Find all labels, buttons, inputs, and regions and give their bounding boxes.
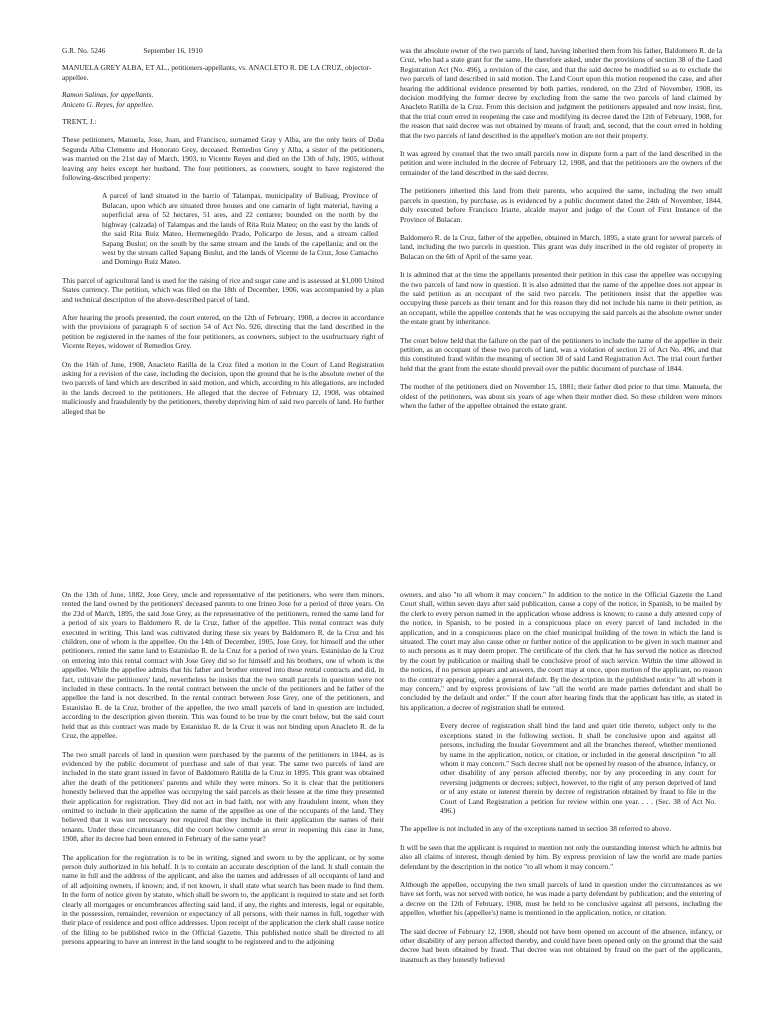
ponente: TRENT, J.: [62,117,97,127]
counsel-block [62,90,384,109]
paragraph: On the 13th of June, 1882, Jose Grey, uncle and representative of the petitioners, who were then minors, rented the land owned by the petitioners' deceased parents to one Irineo Jose for a period of three years. On the 23d of March, 1895, the said Jose Grey, as the representative of the petitioners, rented the same land for a period of six years to Baldomero R. de la Cruz, father of the appellee. This rental contract was duly executed in writing. This land was cultivated during these six years by Baldomero R. de la Cruz and his children, one of whom is the appellee. On the 14th of December, 1905, Jose Grey, for himself and the other petitioners, rented the same land to Estanislao R. de la Cruz for a period of two years. Estanislao de la Cruz on entering into this rental contract with Jose Grey did so for himself and his brothers, one of whom is the appellee. While the appellee admits that his father and brother entered into these rental contracts and did, in fact, cultivate the petitioners' land, nevertheless he insists that the two small parcels in question were not included in these contracts. In the rental contract between the uncle of the petitioners and he father of the appellee the land is not described. In the rental contract between Jose Grey, one of the petitioners, and Estanislao R. de la Cruz, brother of the appellee, the two small parcels of land in question are included, according to the description given therein. This was found to be true by the court below, but the said court held that as this contract was made by Estanislao R. de la Cruz it was not binding upon Anacleto R. de la Cruz, the appellee. [62,590,384,741]
paragraph: The application for the registration is to be in writing, signed and sworn to by the applicant, or by some person duly authorized in his behalf. It is to contain an accurate description of the land. It shall contain the name in full and the address of the applicant, and also the names and addresses of all occupants of land and of all adjoining owners, if known; and, if not known, it shall state what search has been made to find them. In the form of notice given by statute, which shall be sworn to, the applicant is required to state and set forth clearly all mortgages or encumbrances affecting said land, if any, the rights and interests, legal or equitable, in the possession, remainder, reversion or expectancy of all persons, with their names in full, together with their place of residence and post office addresses. Upon receipt of the application the clerk shall cause notice of the filing to be published twice in the Official Gazette. This published notice shall be directed to all persons appearing to have an interest in the land sought to be registered and to the adjoining [62,852,384,947]
paragraph: owners, and also "to all whom it may concern." In addition to the notice in the Official Gazette the Land Court shall, within seven days after said publication, cause a copy of the notice, in Spanish, to be mailed by the clerk to every person named in the application whose address is known; to cause a duly attested copy of the notice, in Spanish, to be posted in a conspicuous place on every parcel of land included in the application, and in a conspicuous place on the chief municipal building of the town in which the land is situated. The court may also cause other or further notice of the application to be given in such manner and to such persons as it may deem proper. The certificate of the clerk that he has served the notice as directed by the court by publication or mailing shall be conclusive proof of such service. Within the time allowed in the notices, if no person appears and answers, the court may at once, upon motion of the applicant, no reason to the contrary appearing, order a general default. By the description in the published notice "to all whom it may concern," and by express provisions of law "all the world are made parties defendant and shall be concluded by the default and order." If the court after hearing finds that the applicant has title, as stated in his application, a decree of registration shall be entered. [400,590,722,712]
paragraph: was the absolute owner of the two parcels of land, having inherited them from his father, Baldomero R. de la Cruz, who had a state grant for the same. He therefore asked, under the provisions of section 38 of the Land Registration Act (No. 496), a revision of the case, and that the said decree be modified so as to exclude the two parcels of land described in said motion. The Land Court upon this motion reopened the case, and after hearing the additional evidence presented by both parties, rendered, on the 23rd of November, 1908, its decision modifying the former decree by excluding from the same the two parcels of land claimed by Anacleto Ratilla de la Cruz. From this decision and judgment the petitioners appealed and now insist, first, that the trial court erred in reopening the case and modifying its decree dated the 12th of February, 1908, for the reason that said decree was not obtained by means of fraud; and, second, that the court erred in holding that the two parcels of land described in the appellee's motion are not their property. [400,46,722,140]
paragraph: The said decree of February 12, 1908, should not have been opened on account of the absence, infancy, or other disability of any person affected thereby, and could have been opened only on the ground that the said decree had been obtained by fraud. That decree was not obtained by fraud on the part of the applicants, inasmuch as they honestly believed [400,926,722,964]
page-top-right [400,46,722,496]
case-header [62,46,384,55]
block-quote: Every decree of registration shall bind the land and quiet title thereto, subject only to the exceptions stated in the following section. It shall be conclusive upon and against all persons, including the Insular Government and all the branches thereof, whether mentioned by name in the application, notice, or citation, or included in the general description "to all whom it may concern." Such decree shall not be opened by reason of the absence, infancy, or other disability of any person affected thereby, nor by any proceeding in any court for reversing judgments or decrees; subject, however, to the right of any person deprived of land or of any estate or interest therein by decree of registration obtained by fraud to file in the Court of Land Registration a petition for review within one year. . . . (Sec. 38 of Act No. 496.) [440,721,716,815]
page-bottom-left [62,590,384,1020]
page-top-left [62,46,384,496]
counsel-appellants: Ramon Salinas, for appellants. [62,90,154,100]
paragraph: On the 16th of June, 1908, Anacleto Ratilla de la Cruz filed a motion in the Court of Land Registration asking for a revision of the case, including the decision, upon the ground that he is the absolute owner of the two parcels of land which are described in said motion, and which, according to his allegations, are included in the lands decreed to the petitioners. He alleged that the decree of February 12, 1908, was obtained maliciously and fraudulently by the petitioners, thereby depriving him of said two parcels of land. He further alleged that he [62,359,384,416]
paragraph: It was agreed by counsel that the two small parcels now in dispute form a part of the land described in the petition and were included in the decree of February 12, 1908, and that the petitioners are the owners of the remainder of the land described in the said decree. [400,149,722,177]
paragraph: This parcel of agricultural land is used for the raising of rice and sugar cane and is assessed at $1,000 United States currency. The petition, which was filed on the 18th of December, 1906, was accompanied by a plan and technical description of the above-described parcel of land. [62,275,384,304]
paragraph: The two small parcels of land in question were purchased by the parents of the petitioners in 1844, as is evidenced by the public document of purchase and sale of that year. The same two parcels of land are included in the state grant issued in favor of Baldomero Ratilla de la Cruz in 1895. This grant was obtained after the death of the petitioners' parents and while they were minors. So it is clear that the petitioners honestly believed that the appellee was occupying the said parcels as their lessee at the time they presented their application for registration. They did not act in bad faith, nor with any fraudulent intent, when they omitted to include in their application the name of the appellee as one of the occupants of the land. They believed that it was not necessary nor required that they include in their application the names of their tenants. Under these circumstances, did the court below commit an error in reopening this case in June, 1908, after its decree had been entered in February of the same year? [62,749,384,844]
paragraph: After hearing the proofs presented, the court entered, on the 12th of February, 1908, a decree in accordance with the provisions of paragraph 6 of section 54 of Act No. 926, directing that the land described in the petition be registered in the names of the four petitioners, as coowners, subject to the usufructuary right of Vicente Reyes, widower of Remedios Grey. [62,312,384,351]
paragraph: The court below held that the failure on the part of the petitioners to include the name of the appellee in their petition, as an occupant of these two parcels of land, was a violation of section 21 of Act No. 496, and that this constituted fraud within the meaning of section 38 of said Land Registration Act. The trial court further held that the grant from the estate should prevail over the public document of purchase of 1844. [400,335,722,373]
counsel-appellee: Aniceto G. Reyes, for appellee. [62,99,154,109]
paragraph: It is admitted that at the time the appellants presented their petition in this case the appellee was occupying the two parcels of land now in question. It is also admitted that the name of the appellee does not appear in the said petition as an occupant of the said two parcels. The petitioners insist that the appellee was occupying these parcels as their tenant and for this reason they did not include his name in their petition, as an occupant, while the appellee contends that he was occupying the said parcels as the absolute owner under the estate grant by inheritance. [400,270,722,327]
paragraph: The mother of the petitioners died on November 15, 1881; their father died prior to that time. Manuela, the oldest of the petitioners, was about six years of age when their mother died. So these children were minors when the father of the appellee obtained the estate grant. [400,382,722,410]
case-date: September 16, 1910 [143,46,203,55]
page-bottom-right [400,590,722,1020]
paragraph: The appellee is not included in any of the exceptions named in section 38 referred to above. [400,824,672,834]
paragraph: Although the appellee, occupying the two small parcels of land in question under the circumstances as we have set forth, was not served with notice, he was made a party defendant by publication; and the entering of a decree on the 12th of February, 1908, must be held to be conclusive against all persons, including the appellee, whether his (appellee's) name is mentioned in the application, notice, or citation. [400,879,722,918]
case-number: G.R. No. 5246 [62,46,106,55]
paragraph: The petitioners inherited this land from their parents, who acquired the same, including the two small parcels in question, by purchase, as is evidenced by a public document dated the 24th of November, 1844, duly executed before Francisco Iriarte, alcalde mayor and judge of the Court of First Instance of the Province of Bulacan. [400,186,722,224]
paragraph: Baldomero R. de la Cruz, father of the appellee, obtained in March, 1895, a state grant for several parcels of land, including the two parcels in question. This grant was duly inscribed in the old register of property in Bulacan on the 6th of April of the same year. [400,232,722,261]
block-quote: A parcel of land situated in the barrio of Talampas, municipality of Baliuag, Province of Bulacan, upon which are situated three houses and one camarín of light material, having a superficial area of 52 hectares, 51 ares, and 22 centares; bounded on the north by the highway (calzada) of Talampas and the lands of Rita Ruiz Mateo; on the east by the lands of the said Rita Ruiz Mateo, Hermenegildo Prado, Policarpo de Jesus, and a stream called Sapang Buslut; on the south by the same stream and the lands of the capellanía; and on the west by the stream called Sapang Buslut, and the lands of Vicente de la Cruz, Jose Camacho and Domingo Ruiz Mateo. [102,191,378,267]
paragraph: It will be seen that the applicant is required to mention not only the outstanding interest which he admits but also all claims of interest, though denied by him. By express provision of law the world are made parties defendant by the description in the notice "to all whom it may concern." [400,842,722,871]
paragraph: These petitioners, Manuela, Jose, Juan, and Francisco, surnamed Gray y Alba, are the only heirs of Doña Segunda Alba Clemente and Honorato Grey, deceased. Remedios Grey y Alba, a sister of the petitioners, was married on the 21st day of March, 1903, to Vicente Reyes and died on the 13th of July, 1905, without leaving any heirs except her husband. The four petitioners, as coowners, sought to have registered the following-described property: [62,135,384,183]
case-title: MANUELA GREY ALBA, ET AL., petitioners-appellants, vs. ANACLETO R. DE LA CRUZ, objector-appellee. [62,63,372,82]
